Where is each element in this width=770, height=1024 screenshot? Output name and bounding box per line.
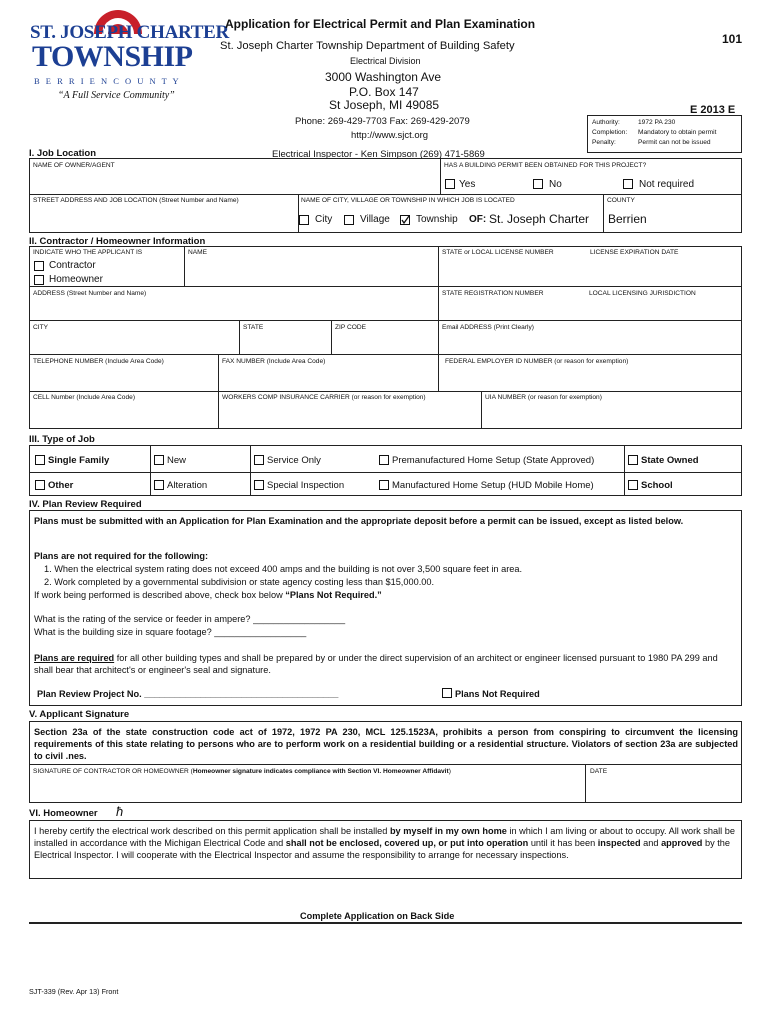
alteration-checkbox[interactable]: [154, 480, 164, 490]
plans-required-text: Plans are required for all other building types and shall be prepared by or under the direct supervision of an architect or engineer licensed pursuant to 1980 PA 299 and shall bear that architect's or engineer's seal and signature.: [34, 653, 718, 676]
permit-question: HAS A BUILDING PERMIT BEEN OBTAINED FOR THIS PROJECT?: [444, 162, 647, 169]
name-label: NAME: [188, 249, 208, 256]
city-name-label: NAME OF CITY, VILLAGE OR TOWNSHIP IN WHICH JOB IS LOCATED: [301, 197, 515, 204]
authority-key1: Authority:: [592, 119, 620, 126]
village-checkbox[interactable]: [344, 215, 354, 225]
plans-not-required-checkbox[interactable]: [442, 688, 452, 698]
premanufactured-label: Premanufactured Home Setup (State Approved): [392, 455, 595, 466]
exemption-item-2: 2. Work completed by a governmental subdivision or state agency costing less than $15,000.00.: [44, 577, 435, 587]
division: Electrical Division: [350, 56, 421, 66]
city-checkbox[interactable]: [299, 215, 309, 225]
cell-label: CELL Number (Include Area Code): [33, 394, 136, 401]
check-icon: [400, 215, 410, 225]
school-checkbox[interactable]: [628, 480, 638, 490]
section-6-title: VI. Homeowner: [29, 808, 98, 819]
service-only-checkbox[interactable]: [254, 455, 264, 465]
address-line1: 3000 Washington Ave: [325, 70, 442, 84]
school-label: School: [641, 480, 673, 491]
logo-line1: ST. JOSEPH CHARTER: [30, 22, 229, 43]
county-value[interactable]: Berrien: [608, 212, 647, 226]
fein-label: FEDERAL EMPLOYER ID NUMBER (or reason for exemption): [445, 358, 629, 365]
alteration-label: Alteration: [167, 480, 208, 491]
signature-input[interactable]: [31, 778, 581, 801]
authority-val3: Permit can not be issued: [638, 139, 711, 146]
state-reg-label: STATE REGISTRATION NUMBER: [442, 290, 544, 297]
local-juris-label: LOCAL LICENSING JURISDICTION: [589, 290, 696, 297]
homeowner-handwritten-mark: ћ: [116, 804, 124, 819]
section-4-box: [29, 510, 742, 706]
section-5-title: V. Applicant Signature: [29, 709, 130, 720]
uia-label: UIA NUMBER (or reason for exemption): [485, 394, 602, 401]
indicate-label: INDICATE WHO THE APPLICANT IS: [33, 249, 143, 256]
logo-line2: TOWNSHIP: [32, 40, 193, 73]
section-23a-text: Section 23a of the state construction code act of 1972, 1972 PA 230, MCL 125.1523A, prohibits a person from conspiring to circumvent the licensing requirements of this state relating to persons who are to perform work on a residential building or a residential structure. Violators of section 23a are subjected to civil .nes.: [34, 727, 738, 762]
single-family-label: Single Family: [48, 455, 110, 466]
homeowner-label: Homeowner: [49, 274, 103, 285]
zip-label: ZIP CODE: [335, 324, 367, 331]
single-family-checkbox[interactable]: [35, 455, 45, 465]
homeowner-checkbox[interactable]: [34, 275, 44, 285]
exemption-item-1: 1. When the electrical system rating does not exceed 400 amps and the building is not over 3,500 square feet in area.: [44, 564, 523, 574]
section-1-title: I. Job Location: [29, 148, 97, 159]
other-checkbox[interactable]: [35, 480, 45, 490]
dept-name: St. Joseph Charter Township Department of Building Safety: [220, 40, 515, 52]
of-label: OF:: [469, 214, 487, 225]
other-label: Other: [48, 480, 74, 491]
authority-val2: Mandatory to obtain permit: [638, 129, 717, 136]
email-label: Email ADDRESS (Print Clearly): [442, 324, 534, 331]
fax-label: FAX NUMBER (Include Area Code): [222, 358, 326, 365]
inspector: Electrical Inspector - Ken Simpson (269) 471-5869: [272, 149, 485, 160]
township-checkbox[interactable]: [400, 215, 410, 225]
contractor-checkbox[interactable]: [34, 261, 44, 271]
section-3-title: III. Type of Job: [29, 434, 95, 445]
service-only-label: Service Only: [267, 455, 321, 466]
code-edition: E 2013 E: [690, 104, 736, 116]
website-url[interactable]: http://www.sjct.org: [351, 130, 429, 141]
footer-rule: [29, 922, 742, 924]
name-input[interactable]: [186, 258, 436, 284]
logo-line3: B E R R I E N C O U N T Y: [34, 76, 181, 86]
workers-comp-label: WORKERS COMP INSURANCE CARRIER (or reason for exemption): [222, 394, 426, 401]
plans-not-required-label: Plans Not Required: [455, 689, 540, 699]
permit-yes-checkbox[interactable]: [445, 179, 455, 189]
state-license-label: STATE or LOCAL LICENSE NUMBER: [442, 249, 554, 256]
logo-tagline: “A Full Service Community”: [58, 90, 175, 101]
rating-question[interactable]: What is the rating of the service or feeder in ampere? __________________: [34, 614, 346, 624]
signature-label: SIGNATURE OF CONTRACTOR OR HOMEOWNER (Homeowner signature indicates compliance with Section VI. Homeowner Affidavit): [33, 768, 451, 775]
phone-fax: Phone: 269-429-7703 Fax: 269-429-2079: [295, 116, 470, 127]
manufactured-label: Manufactured Home Setup (HUD Mobile Home): [392, 480, 594, 491]
telephone-label: TELEPHONE NUMBER (Include Area Code): [33, 358, 164, 365]
street-label: STREET ADDRESS AND JOB LOCATION (Street Number and Name): [33, 197, 239, 204]
date-label: DATE: [590, 768, 608, 775]
owner-input[interactable]: [31, 170, 436, 192]
village-label: Village: [360, 214, 390, 225]
if-work-text: If work being performed is described above, check box below “Plans Not Required.”: [34, 590, 382, 600]
state-field-label: STATE: [243, 324, 264, 331]
section-4-title: IV. Plan Review Required: [29, 499, 142, 510]
street-input[interactable]: [31, 206, 295, 231]
manufactured-checkbox[interactable]: [379, 480, 389, 490]
form-revision: SJT-339 (Rev. Apr 13) Front: [29, 987, 119, 996]
homeowner-affidavit: I hereby certify the electrical work described on this permit application shall be installed by myself in my own home in which I am living or about to occupy. All work shall be installed in accordance with the Michigan Electrical Code and shall not be enclosed, covered up, or put into operation until it has been inspected and approved by the Electrical Inspector. I will cooperate with the Electrical Inspector and assume the responsibility to arrange for necessary inspections.: [34, 826, 735, 861]
township-logo: [28, 8, 229, 104]
address-line3: St Joseph, MI 49085: [329, 98, 440, 112]
form-number: 101: [722, 32, 743, 46]
section-2-title: II. Contractor / Homeowner Information: [29, 236, 206, 247]
city-label: City: [315, 214, 333, 225]
address-line2: P.O. Box 147: [349, 85, 419, 99]
permit-no-label: No: [549, 179, 562, 190]
permit-notreq-checkbox[interactable]: [623, 179, 633, 189]
state-owned-checkbox[interactable]: [628, 455, 638, 465]
authority-key3: Penalty:: [592, 139, 616, 146]
permit-notreq-label: Not required: [639, 179, 695, 190]
size-question[interactable]: What is the building size in square footage? __________________: [34, 627, 307, 637]
of-value[interactable]: St. Joseph Charter: [489, 212, 590, 226]
new-label: New: [167, 455, 187, 466]
authority-val1: 1972 PA 230: [638, 119, 676, 126]
form-title: Application for Electrical Permit and Plan Examination: [225, 17, 536, 31]
special-inspection-checkbox[interactable]: [254, 480, 264, 490]
authority-key2: Completion:: [592, 129, 628, 136]
owner-label: NAME OF OWNER/AGENT: [33, 162, 115, 169]
city-field-label: CITY: [33, 324, 49, 331]
county-label: COUNTY: [607, 197, 635, 204]
plan-review-project-no[interactable]: Plan Review Project No. ______________________________________: [37, 689, 339, 699]
state-owned-label: State Owned: [641, 455, 699, 466]
plans-must-text: Plans must be submitted with an Application for Plan Examination and the appropriate deposit before a permit can be issued, except as listed below.: [34, 516, 684, 526]
complete-back-side: Complete Application on Back Side: [300, 911, 455, 921]
contractor-label: Contractor: [49, 260, 96, 271]
township-label: Township: [416, 214, 458, 225]
license-exp-label: LICENSE EXPIRATION DATE: [590, 249, 679, 256]
special-inspection-label: Special Inspection: [267, 480, 345, 491]
address-label: ADDRESS (Street Number and Name): [33, 290, 147, 297]
date-input[interactable]: [588, 778, 740, 801]
permit-no-checkbox[interactable]: [533, 179, 543, 189]
permit-yes-label: Yes: [459, 179, 476, 190]
plans-not-required-head: Plans are not required for the following:: [34, 551, 209, 561]
premanufactured-checkbox[interactable]: [379, 455, 389, 465]
new-checkbox[interactable]: [154, 455, 164, 465]
